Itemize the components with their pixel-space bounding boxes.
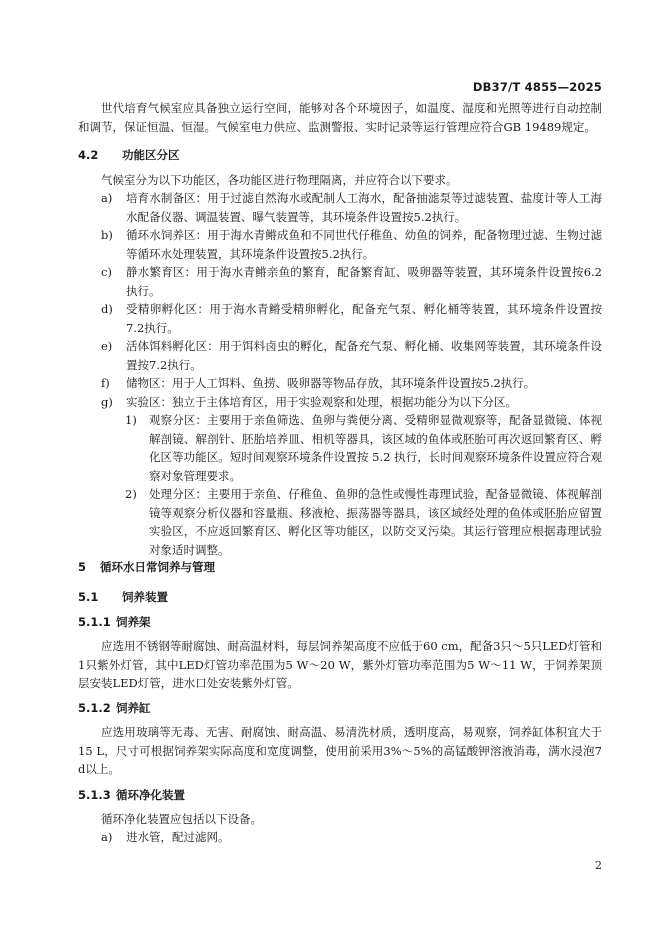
list-item bbox=[101, 300, 602, 337]
section-5-1-1-heading bbox=[78, 614, 151, 630]
section-title: 循环净化装置 bbox=[116, 788, 185, 802]
section-5-1-1-text: 应选用不锈钢等耐腐蚀、耐高温材料，每层饲养架高度不应低于60 cm，配备3只～5只LED灯管和1只紫外灯管，其中LED灯管功率范围为5 W～20 W，紫外灯管功率范围为5 W～11 W，于饲养架顶层安装LED灯管，进水口处安装紫外灯管。 bbox=[78, 639, 603, 690]
section-number: 5.1.1 bbox=[78, 615, 111, 629]
list-item bbox=[101, 226, 602, 263]
list-text: 培育水制备区：用于过滤自然海水或配制人工海水，配备抽滤泵等过滤装置、盐度计等人工海水配备仪器、调温装置、曝气装置等，其环境条件设置按5.2执行。 bbox=[126, 191, 602, 224]
section-5-heading bbox=[78, 559, 215, 575]
section-number: 5.1.2 bbox=[78, 701, 111, 715]
section-4-2-heading bbox=[78, 147, 180, 163]
list-item bbox=[101, 374, 602, 393]
list-item bbox=[101, 337, 602, 374]
sub-list-marker: 2) bbox=[125, 487, 137, 501]
list-text: 进水管，配过滤网。 bbox=[126, 830, 230, 844]
list-marker: e) bbox=[101, 339, 113, 353]
section-number: 5.1 bbox=[78, 590, 99, 604]
list-item bbox=[101, 393, 602, 412]
section-number: 5.1.3 bbox=[78, 788, 111, 802]
sub-list-item bbox=[125, 485, 602, 559]
sub-list-item bbox=[125, 411, 602, 485]
section-number: 5 bbox=[78, 560, 87, 574]
section-5-1-3-heading bbox=[78, 787, 185, 803]
list-item bbox=[101, 189, 602, 226]
list-text: 受精卵孵化区：用于海水青鳉受精卵孵化，配备充气泵、孵化桶等装置，其环境条件设置按7.2执行。 bbox=[126, 302, 602, 335]
section-4-2-intro: 气候室分为以下功能区，各功能区进行物理隔离，并应符合以下要求。 bbox=[101, 173, 458, 187]
section-title: 饲养装置 bbox=[122, 590, 168, 604]
list-item bbox=[101, 828, 602, 847]
list-marker: a) bbox=[101, 191, 113, 205]
list-marker: c) bbox=[101, 265, 112, 279]
list-marker: a) bbox=[101, 830, 113, 844]
list-marker: f) bbox=[101, 376, 110, 390]
section-title: 饲养缸 bbox=[116, 701, 151, 715]
list-text: 储物区：用于人工饵料、鱼捞、吸卵器等物品存放，其环境条件设置按5.2执行。 bbox=[126, 376, 536, 390]
section-5-1-2-heading bbox=[78, 700, 151, 716]
document-code: DB37/T 4855—2025 bbox=[472, 80, 602, 94]
section-5-1-heading bbox=[78, 589, 168, 605]
list-marker: g) bbox=[101, 395, 113, 409]
list-text: 循环水饲养区：用于海水青鳉成鱼和不同世代仔稚鱼、幼鱼的饲养，配备物理过滤、生物过滤等循环水处理装置，其环境条件设置按5.2执行。 bbox=[126, 228, 602, 261]
list-text: 活体饵料孵化区：用于饵料卤虫的孵化，配备充气泵、孵化桶、收集网等装置，其环境条件设置按7.2执行。 bbox=[126, 339, 602, 372]
list-item bbox=[101, 263, 602, 300]
section-title: 循环水日常饲养与管理 bbox=[100, 560, 215, 574]
page-number: 2 bbox=[595, 859, 602, 872]
sub-list-text: 观察分区：主要用于亲鱼筛选、鱼卵与粪便分离、受精卵显微观察等，配备显微镜、体视解剖镜、解剖针、胚胎培养皿、相机等器具，该区域的鱼体或胚胎可再次返回繁育区、孵化区等功能区。短时间观察环境条件设置按 5.2 执行，长时间观察环境条件设置应符合观察对象管理要求。 bbox=[149, 413, 602, 483]
list-text: 实验区：独立于主体培育区，用于实验观察和处理，根据功能分为以下分区。 bbox=[126, 395, 517, 409]
section-title: 功能区分区 bbox=[122, 148, 180, 162]
section-title: 饲养架 bbox=[116, 615, 151, 629]
sub-list-text: 处理分区：主要用于亲鱼、仔稚鱼、鱼卵的急性或慢性毒理试验，配备显微镜、体视解剖镜等观察分析仪器和容量瓶、移液枪、振荡器等器具，该区域经处理的鱼体或胚胎应留置实验区，不应返回繁育区、孵化区等功能区，以防交叉污染。其运行管理应根据毒理试验对象适时调整。 bbox=[149, 487, 602, 557]
list-marker: b) bbox=[101, 228, 113, 242]
list-marker: d) bbox=[101, 302, 113, 316]
list-text: 静水繁育区：用于海水青鳉亲鱼的繁育，配备繁育缸、吸卵器等装置，其环境条件设置按6.2执行。 bbox=[126, 265, 602, 298]
section-number: 4.2 bbox=[78, 148, 99, 162]
section-5-1-3-intro: 循环净化装置应包括以下设备。 bbox=[101, 812, 262, 826]
sub-list-marker: 1) bbox=[125, 413, 137, 427]
intro-paragraph: 世代培育气候室应具备独立运行空间，能够对各个环境因子，如温度、湿度和光照等进行自动控制和调节，保证恒温、恒湿。气候室电力供应、监测警报、实时记录等运行管理应符合GB 19489规定。 bbox=[78, 101, 602, 134]
section-5-1-2-text: 应选用玻璃等无毒、无害、耐腐蚀、耐高温、易清洗材质，透明度高，易观察，饲养缸体积宜大于15 L，尺寸可根据饲养架实际高度和宽度调整，使用前采用3%～5%的高锰酸钾溶液消毒，满水浸泡7 d以上。 bbox=[78, 725, 602, 776]
